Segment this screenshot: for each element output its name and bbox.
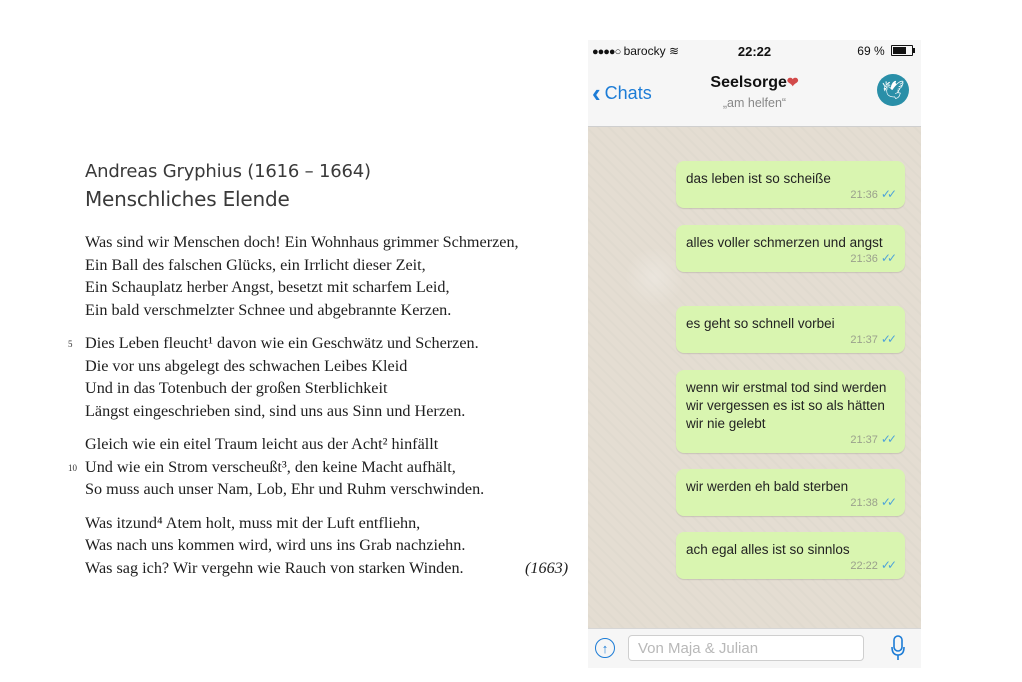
phone-screenshot: [588, 40, 921, 668]
carrier-name: barocky: [623, 44, 666, 58]
heart-icon: ❤: [786, 74, 799, 90]
wifi-icon: ≋: [668, 44, 680, 58]
message-bubble[interactable]: [676, 306, 905, 353]
message-meta: 21:37 ✓✓: [850, 332, 893, 346]
double-check-icon: ✓✓: [880, 432, 893, 446]
upload-icon[interactable]: ↑: [595, 638, 615, 658]
message-bubble[interactable]: [676, 225, 905, 272]
poem-line-text: Dies Leben fleucht¹ davon wie ein Geschwätz und Scherzen.: [85, 334, 479, 352]
poem-line: Was itzund⁴ Atem holt, muss mit der Luft entfliehn,: [85, 513, 421, 532]
poem-line: Gleich wie ein eitel Traum leicht aus der Acht² hinfällt: [85, 435, 439, 453]
message-text: wenn wir erstmal tod sind werden wir vergessen es ist so als hätten wir nie gelebt: [686, 380, 887, 431]
poem-line-10: [68, 456, 585, 479]
message-meta: 22:22 ✓✓: [850, 558, 893, 572]
message-bubble[interactable]: [676, 469, 905, 516]
double-check-icon: ✓✓: [880, 332, 893, 346]
microphone-icon[interactable]: [891, 635, 905, 661]
message-bubble[interactable]: [676, 370, 905, 453]
poem-author: Andreas Gryphius (1616 – 1664): [85, 161, 371, 182]
poem-line: Ein Schauplatz herber Angst, besetzt mit scharfem Leid,: [85, 278, 450, 296]
chat-header: [588, 62, 921, 127]
battery-percent: 69 %: [857, 44, 885, 58]
stanza-2: [68, 332, 585, 422]
status-time: 22:22: [737, 44, 772, 59]
battery-status: [857, 44, 913, 58]
dove-icon: 🕊: [881, 80, 905, 100]
contact-name[interactable]: Seelsorge❤: [710, 74, 799, 91]
poem-line-5: [68, 332, 585, 355]
stanza-1: [85, 231, 585, 321]
message-bubble[interactable]: [676, 532, 905, 579]
message-text: wir werden eh bald sterben: [686, 479, 849, 494]
poem-line: Ein bald verschmelzter Schnee und abgebrannte Kerzen.: [85, 300, 452, 319]
poem-line-last: [85, 557, 585, 580]
poem-year: (1663): [525, 558, 569, 577]
stanza-3: [68, 433, 585, 501]
poem-line: Was sind wir Menschen doch! Ein Wohnhaus grimmer Schmerzen,: [85, 233, 519, 251]
message-text: ach egal alles ist so sinnlos: [686, 542, 850, 557]
message-text: alles voller schmerzen und angst: [686, 235, 883, 250]
signal-icon: ●●●●○: [592, 46, 621, 58]
line-number: 10: [68, 462, 77, 473]
poem-line: Längst eingeschrieben sind, sind uns aus Sinn und Herzen.: [85, 401, 466, 420]
message-meta: 21:36 ✓✓: [850, 187, 893, 201]
message-meta: 21:37 ✓✓: [850, 432, 893, 446]
chat-area[interactable]: [588, 127, 921, 628]
status-bar: [588, 40, 921, 62]
poem-line: Und in das Totenbuch der großen Sterblichkeit: [85, 379, 388, 397]
battery-icon: [891, 45, 913, 56]
chevron-left-icon: ‹: [592, 78, 601, 108]
poem-title: Menschliches Elende: [85, 187, 290, 211]
avatar[interactable]: [877, 74, 909, 106]
stanza-4: [85, 512, 585, 580]
message-input[interactable]: [628, 635, 864, 661]
poem-line: Ein Ball des falschen Glücks, ein Irrlicht dieser Zeit,: [85, 255, 426, 274]
message-meta: 21:36 ✓✓: [850, 251, 893, 265]
poem: [68, 160, 585, 590]
poem-line-text: Und wie ein Strom verscheußt³, den keine Macht aufhält,: [85, 457, 456, 476]
back-label: Chats: [604, 83, 652, 103]
double-check-icon: ✓✓: [880, 251, 893, 265]
double-check-icon: ✓✓: [880, 558, 893, 572]
input-bar: [588, 628, 921, 668]
message-text: es geht so schnell vorbei: [686, 316, 835, 331]
poem-line-text: Was sag ich? Wir vergehn wie Rauch von starken Winden.: [85, 558, 464, 577]
contact-status: „am helfen“: [722, 96, 787, 110]
line-number: 5: [68, 339, 73, 349]
message-text: das leben ist so scheiße: [686, 171, 831, 186]
message-bubble[interactable]: [676, 161, 905, 208]
poem-line: Was nach uns kommen wird, wird uns ins Grab nachziehn.: [85, 536, 466, 554]
poem-line: So muss auch unser Nam, Lob, Ehr und Ruhm verschwinden.: [85, 480, 485, 498]
message-meta: 21:38 ✓✓: [850, 495, 893, 509]
double-check-icon: ✓✓: [880, 187, 893, 201]
poem-line: Die vor uns abgelegt des schwachen Leibes Kleid: [85, 356, 408, 375]
double-check-icon: ✓✓: [880, 495, 893, 509]
